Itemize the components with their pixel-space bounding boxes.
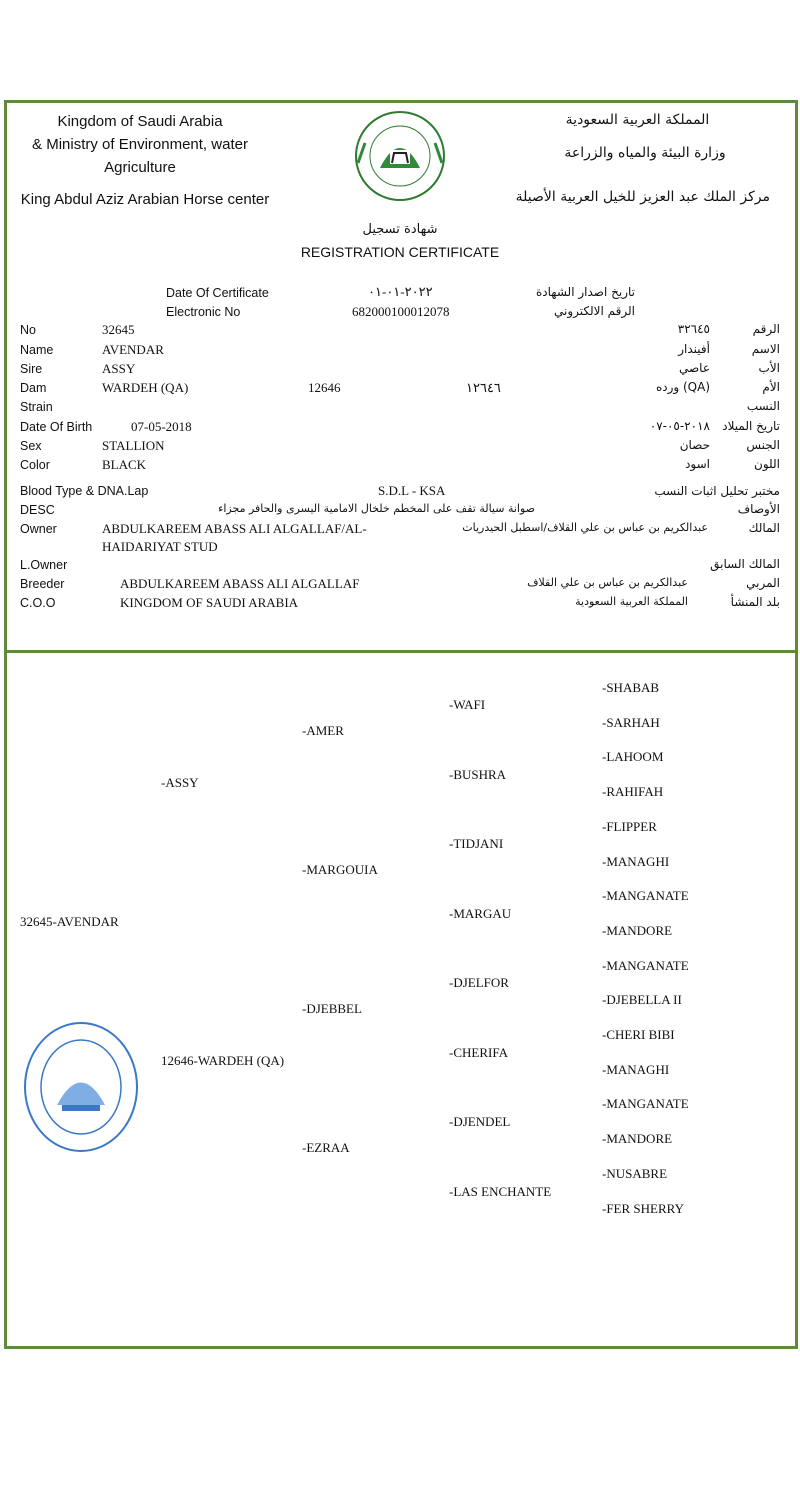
pedigree-gen4: -LAHOOM xyxy=(602,749,664,765)
date-label-ar: تاريخ اصدار الشهادة xyxy=(536,285,635,299)
field-value: 32645 xyxy=(102,322,135,337)
coo-value: KINGDOM OF SAUDI ARABIA xyxy=(120,595,299,610)
field-label: Sire xyxy=(20,362,43,376)
pedigree-gen3: -TIDJANI xyxy=(449,836,504,851)
blood-label: Blood Type & DNA.Lap xyxy=(20,484,149,498)
pedigree-gen3: -WAFI xyxy=(449,697,486,712)
field-value: STALLION xyxy=(102,438,165,453)
pedigree-gen4: -CHERI BIBI xyxy=(602,1027,675,1042)
pedigree-gen3: -LAS ENCHANTE xyxy=(449,1184,552,1199)
blood-label-ar: مختبر تحليل اثبات النسب xyxy=(654,484,780,498)
desc-label: DESC xyxy=(20,503,55,517)
desc-value-ar: صوانة سيالة تقف على المخطم خلخال الامامية اليسرى والحافر مجزاء xyxy=(218,502,535,515)
pedigree-gen3: -BUSHRA xyxy=(449,767,507,782)
field-label: Sex xyxy=(20,439,42,453)
coo-label-ar: بلد المنشأ xyxy=(730,595,780,609)
pedigree-gen4: -MANGANATE xyxy=(602,957,689,973)
field-value: 07-05-2018 xyxy=(131,419,192,434)
header-en-2: & Ministry of Environment, water xyxy=(32,136,248,153)
pedigree-gen4: -NUSABRE xyxy=(602,1165,668,1181)
pedigree-gen4: -MANGANATE xyxy=(602,1096,689,1112)
breeder-value-ar: عبدالكريم بن عباس بن علي القلاف xyxy=(527,576,688,589)
header-ar-2: وزارة البيئة والمياه والزراعة xyxy=(564,145,726,161)
field-value: WARDEH (QA) xyxy=(102,380,189,395)
field-label-ar: النسب xyxy=(746,399,780,413)
pedigree-gen1: 12646-WARDEH (QA) xyxy=(161,1053,285,1068)
owner-label: Owner xyxy=(20,522,57,536)
pedigree-gen4: -RAHIFAH xyxy=(602,784,664,800)
title-ar: شهادة تسجيل xyxy=(362,222,438,237)
header-en-center: King Abdul Aziz Arabian Horse center xyxy=(20,191,270,208)
lowner-label: L.Owner xyxy=(20,558,68,572)
breeder-value: ABDULKAREEM ABASS ALI ALGALLAF xyxy=(120,576,360,591)
field-value: ASSY xyxy=(102,361,136,376)
coo-value-ar: المملكة العربية السعودية xyxy=(575,595,688,608)
field-value-ar: (QA) ورده xyxy=(655,380,710,394)
owner-label-ar: المالك xyxy=(748,521,780,535)
coo-label: C.O.O xyxy=(20,596,56,610)
field-label-ar: الأب xyxy=(758,361,780,375)
field-label-ar: تاريخ الميلاد xyxy=(722,419,780,433)
field-label-ar: الاسم xyxy=(751,342,780,356)
pedigree-gen4: -MANGANATE xyxy=(602,888,689,904)
field-value-ar: حصان xyxy=(679,438,710,452)
pedigree-gen4: -FLIPPER xyxy=(602,818,657,834)
field-value-ar: عاصي xyxy=(678,361,710,375)
date-value: ٢٠٢٢-٠١-٠١ xyxy=(368,284,433,299)
pedigree-gen4: -MANDORE xyxy=(602,1131,673,1147)
owner-value-2: HAIDARIYAT STUD xyxy=(102,539,218,554)
owner-value-ar: عبدالكريم بن عباس بن علي القلاف/اسطبل الحيدريات xyxy=(462,521,708,534)
lowner-label-ar: المالك السابق xyxy=(710,557,780,571)
field-label: Date Of Birth xyxy=(20,420,93,434)
field-value-ar: اسود xyxy=(685,457,710,471)
pedigree-gen3: -DJELFOR xyxy=(449,975,509,990)
eno-label-ar: الرقم الالكتروني xyxy=(554,304,635,318)
field-label: Strain xyxy=(20,400,53,414)
field-value: AVENDAR xyxy=(102,342,164,357)
field-number: 12646 xyxy=(308,380,341,395)
blood-value: S.D.L - KSA xyxy=(378,483,446,498)
field-value-ar: أفيندار xyxy=(678,342,710,356)
breeder-label-ar: المربي xyxy=(746,576,780,590)
field-value-ar: ٢٠١٨-٠٥-٠٧ xyxy=(649,419,710,433)
breeder-label: Breeder xyxy=(20,577,65,591)
pedigree-gen4: -FER SHERRY xyxy=(602,1200,684,1216)
pedigree-gen3: -DJENDEL xyxy=(449,1114,511,1129)
pedigree-gen3: -MARGAU xyxy=(449,906,512,921)
pedigree-gen4: -SARHAH xyxy=(602,714,660,730)
field-label-ar: الرقم xyxy=(752,322,780,336)
header-ar-center: مركز الملك عبد العزيز للخيل العربية الأصيلة xyxy=(515,189,770,205)
field-label-ar: اللون xyxy=(754,457,780,471)
field-label-ar: الجنس xyxy=(746,438,780,452)
pedigree-horse: 32645-AVENDAR xyxy=(20,914,119,929)
field-label-ar: الأم xyxy=(762,380,780,394)
registry-stamp xyxy=(22,1020,140,1155)
pedigree-gen4: -MANAGHI xyxy=(602,853,670,869)
pedigree-gen2: -EZRAA xyxy=(302,1140,350,1155)
ministry-logo xyxy=(350,108,450,208)
field-value: BLACK xyxy=(102,457,147,472)
header-en-3: Agriculture xyxy=(104,159,176,176)
section-divider xyxy=(4,650,798,653)
header-en-1: Kingdom of Saudi Arabia xyxy=(57,113,223,130)
pedigree-gen4: -SHABAB xyxy=(602,680,660,695)
owner-value-1: ABDULKAREEM ABASS ALI ALGALLAF/AL- xyxy=(102,521,367,536)
pedigree-gen4: -MANDORE xyxy=(602,922,673,938)
pedigree-gen2: -DJEBBEL xyxy=(302,1001,362,1016)
eno-value: 682000100012078 xyxy=(352,304,450,319)
pedigree-gen2: -AMER xyxy=(302,723,344,738)
title-en: REGISTRATION CERTIFICATE xyxy=(300,244,500,260)
pedigree-gen4: -MANAGHI xyxy=(602,1061,670,1077)
field-label: Name xyxy=(20,343,54,357)
pedigree-gen3: -CHERIFA xyxy=(449,1045,508,1060)
field-number-ar: ١٢٦٤٦ xyxy=(466,380,501,395)
field-label: Color xyxy=(20,458,50,472)
eno-label: Electronic No xyxy=(166,305,241,319)
field-label: Dam xyxy=(20,381,47,395)
desc-label-ar: الأوصاف xyxy=(737,502,780,516)
field-value-ar: ٣٢٦٤٥ xyxy=(677,322,710,336)
field-label: No xyxy=(20,323,36,337)
pedigree-gen4: -DJEBELLA II xyxy=(602,992,682,1008)
date-label: Date Of Certificate xyxy=(166,286,269,300)
header-ar-1: المملكة العربية السعودية xyxy=(565,112,710,128)
pedigree-gen1: -ASSY xyxy=(161,775,199,790)
pedigree-gen2: -MARGOUIA xyxy=(302,862,378,877)
